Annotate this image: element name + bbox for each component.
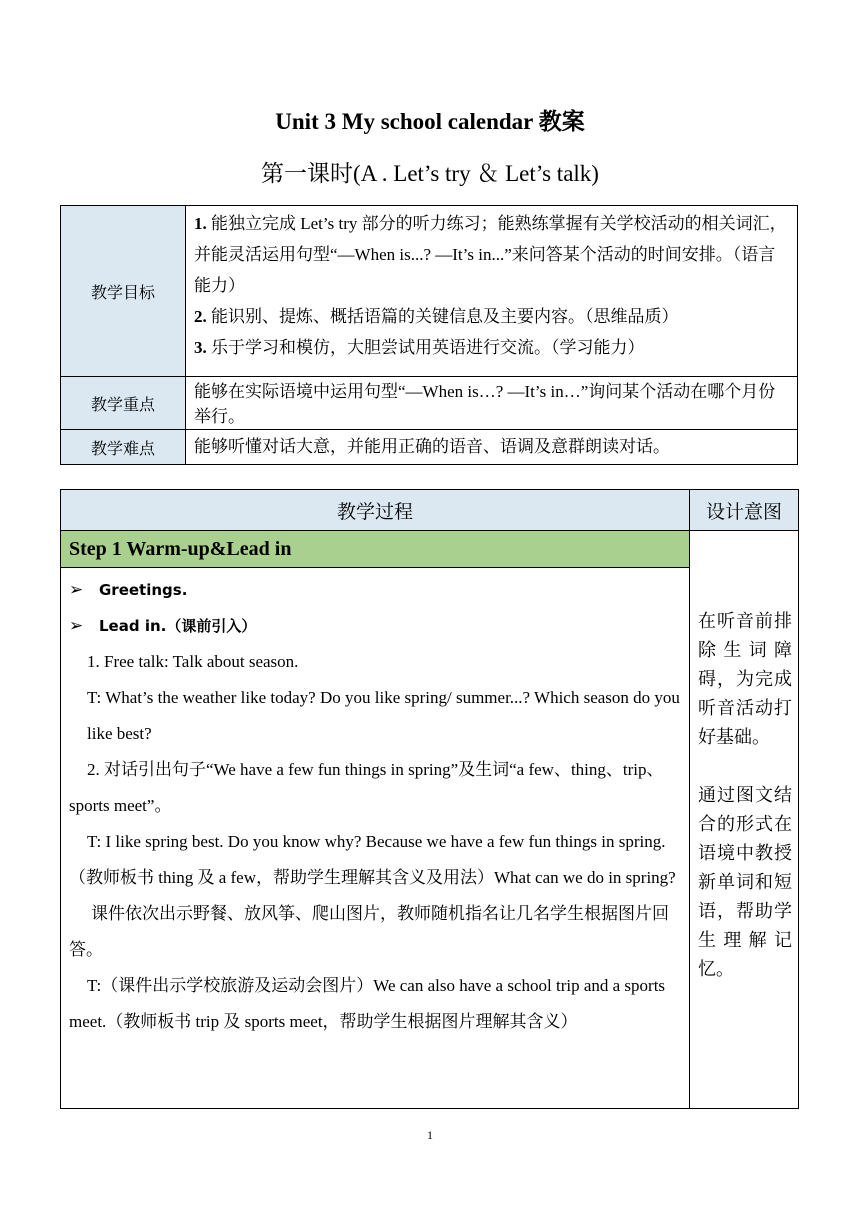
- goal-item: 3. 乐于学习和模仿，大胆尝试用英语进行交流。（学习能力）: [194, 338, 645, 357]
- paragraph: 1. Free talk: Talk about season.: [87, 652, 299, 671]
- process-content: [61, 568, 690, 1109]
- paragraph: T: I like spring best. Do you know why? Because we have a few fun things in spring.（教师板书 thing 及 a few，帮助学生理解其含义及用法）What can we do in spring?: [69, 832, 676, 887]
- paragraph: 2. 对话引出句子“We have a few fun things in spring”及生词“a few、thing、trip、sports meet”。: [69, 760, 664, 815]
- step-title: Step 1 Warm-up&Lead in: [61, 531, 690, 568]
- design-intent-cell: [690, 531, 799, 1109]
- goal-item: 1. 能独立完成 Let’s try 部分的听力练习；能熟练掌握有关学校活动的相关词汇，并能灵活运用句型“—When is...? —It’s in...”来问答某个活动的时间安排。（语言能力）: [194, 214, 787, 295]
- key-point-text: 能够在实际语境中运用句型“—When is…? —It’s in…”询问某个活动在哪个月份举行。: [186, 377, 798, 430]
- intent-note: 通过图文结合的形式在语境中教授新单词和短语，帮助学生理解记忆。: [698, 785, 792, 980]
- goal-item: 2. 能识别、提炼、概括语篇的关键信息及主要内容。（思维品质）: [194, 307, 679, 326]
- document-title: Unit 3 My school calendar 教案: [275, 109, 585, 134]
- intent-header: 设计意图: [690, 490, 799, 531]
- key-point-label: 教学重点: [61, 377, 186, 430]
- objectives-table: [60, 205, 798, 465]
- goal-content: [186, 206, 798, 377]
- goal-label: 教学目标: [61, 206, 186, 377]
- difficulty-label: 教学难点: [61, 430, 186, 465]
- page-number: 1: [427, 1128, 433, 1142]
- intent-note: 在听音前排除生词障碍，为完成听音活动打好基础。: [698, 611, 792, 748]
- process-table: [60, 489, 799, 1109]
- paragraph: T: What’s the weather like today? Do you like spring/ summer...? Which season do you like best?: [87, 688, 680, 743]
- bullet-item: ➢ Lead in.（课前引入）: [69, 608, 685, 644]
- arrow-bullet-icon: ➢: [69, 616, 84, 635]
- process-header: 教学过程: [61, 490, 690, 531]
- paragraph: 课件依次出示野餐、放风筝、爬山图片，教师随机指名让几名学生根据图片回答。: [69, 904, 669, 959]
- difficulty-text: 能够听懂对话大意，并能用正确的语音、语调及意群朗读对话。: [186, 430, 798, 465]
- paragraph: T:（课件出示学校旅游及运动会图片）We can also have a school trip and a sports meet.（教师板书 trip 及 sports meet，帮助学生根据图片理解其含义）: [69, 976, 666, 1031]
- arrow-bullet-icon: ➢: [69, 580, 84, 599]
- lesson-subtitle: 第一课时(A . Let’s try ＆ Let’s talk): [261, 161, 599, 186]
- bullet-item: ➢ Greetings.: [69, 572, 685, 608]
